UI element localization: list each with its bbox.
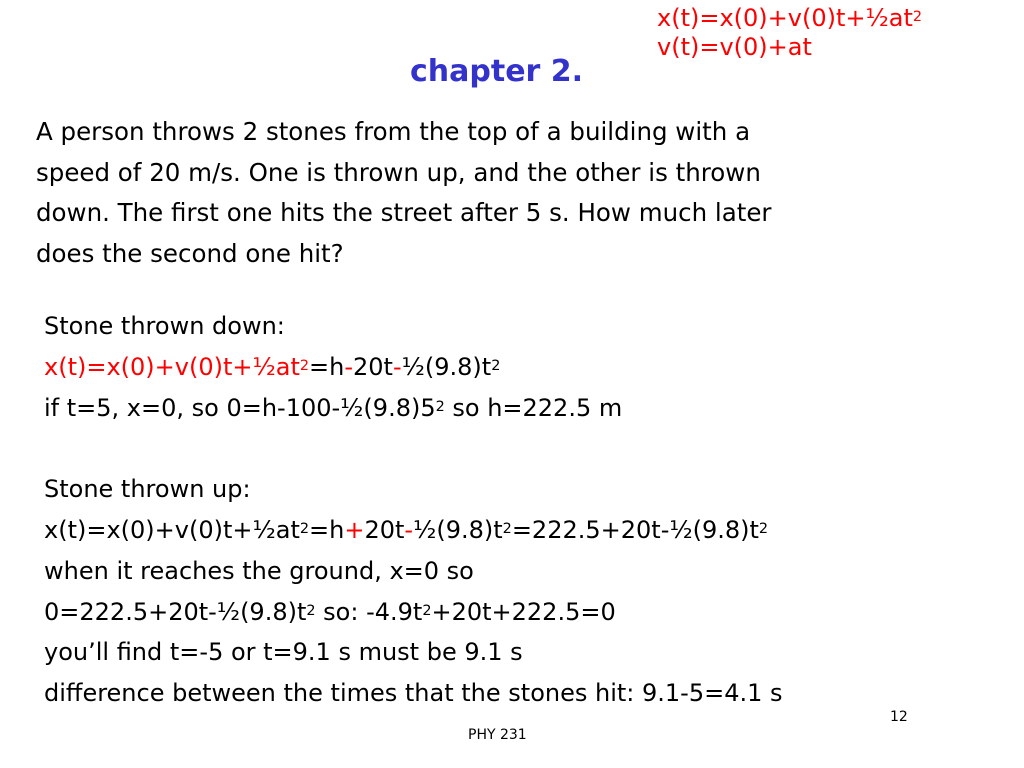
problem-statement <box>36 112 771 274</box>
problem-line: down. The first one hits the street after 5 s. How much later <box>36 198 772 227</box>
solution-block <box>44 306 783 714</box>
roots-line: you’ll find t=-5 or t=9.1 s must be 9.1 s <box>44 638 523 667</box>
stone-up-heading: Stone thrown up: <box>44 475 251 504</box>
problem-line: does the second one hit? <box>36 238 344 268</box>
chapter-title: chapter 2. <box>410 54 584 89</box>
kinematics-formulas <box>657 4 922 62</box>
velocity-formula: v(t)=v(0)+at <box>657 33 812 61</box>
stone-up-equation: $x(t)=x(0)+v(0)t+\frac{1}{2}at^2=h+20t-\frac{1}{2}(9.8)t^2=222.5+20t-\frac{1}{2}(9.8)t^2$ <box>44 515 769 544</box>
stone-down-heading: Stone thrown down: <box>44 312 285 340</box>
problem-line: speed of 20 m/s. One is thrown up, and the other is thrown <box>36 157 761 187</box>
position-formula: $x(t)=x(0)+v(0)t+\frac{1}{2}at^2$ <box>657 4 923 32</box>
difference-line: difference between the times that the stones hit: 9.1-5=4.1 s <box>44 679 783 708</box>
problem-line: A person throws 2 stones from the top of a building with a <box>36 117 751 146</box>
ground-condition-line: when it reaches the ground, x=0 so <box>44 556 474 585</box>
slide-number: 12 <box>890 709 908 725</box>
quadratic-line: $0=222.5+20t-\frac{1}{2}(9.8)t^2$ so: $-4.9t^2+20t+222.5=0$ <box>44 597 616 626</box>
course-label: PHY 231 <box>468 727 527 743</box>
stone-down-equation: $x(t)=x(0)+v(0)t+\frac{1}{2}at^2=h-20t-\frac{1}{2}(9.8)t^2$ <box>44 352 501 381</box>
stone-down-calculation: if t=5, x=0, so $0=h-100-\frac{1}{2}(9.8)5^2$ so h=222.5 m <box>44 393 623 422</box>
spacer <box>44 428 783 469</box>
